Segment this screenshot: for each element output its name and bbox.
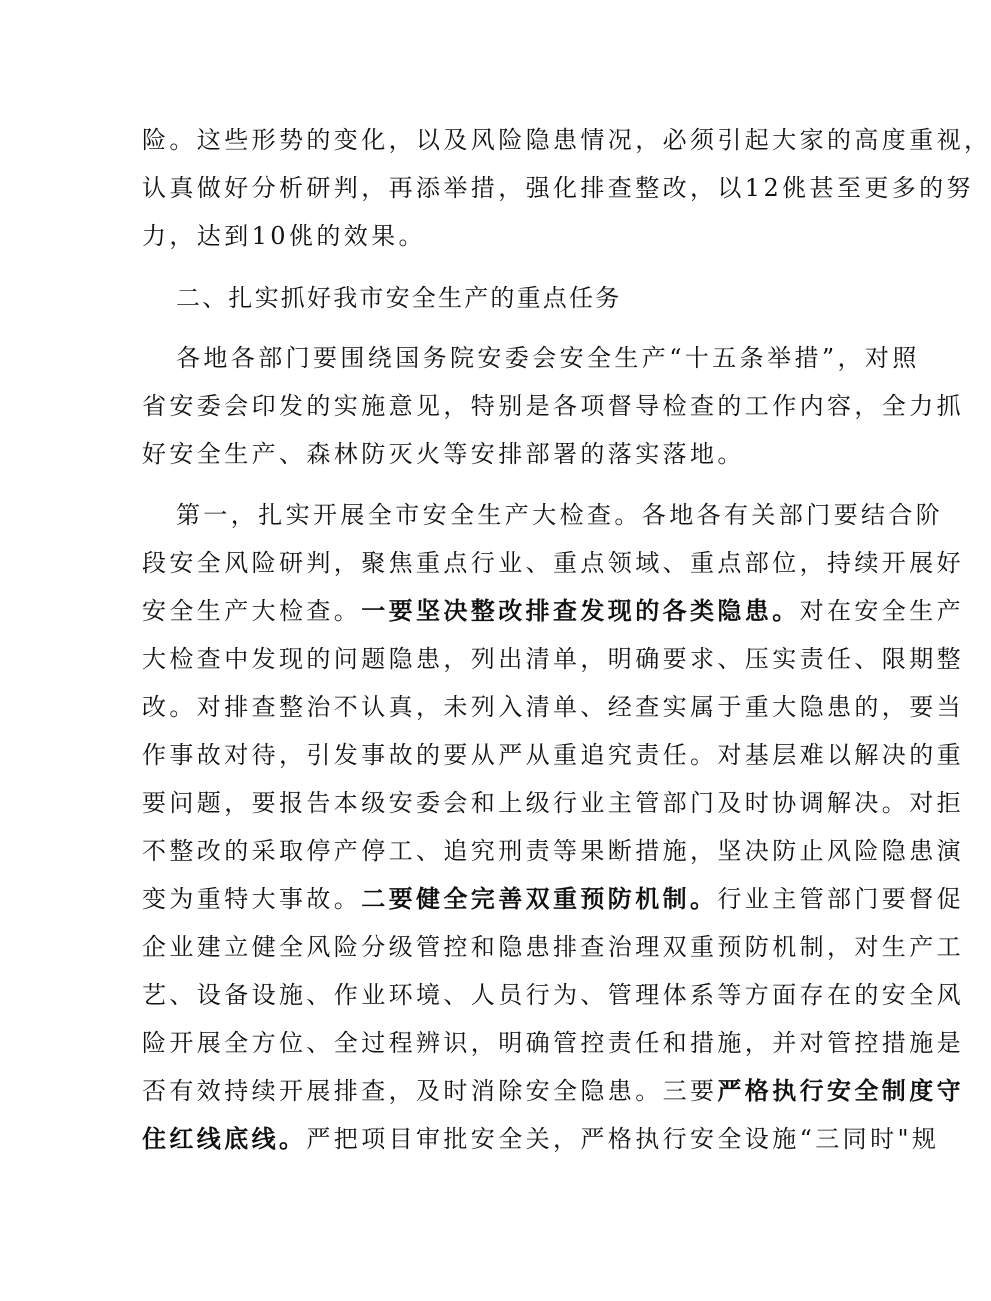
text-run: 否有效持续开展排查，及时消除安全隐患。三要	[142, 1077, 718, 1105]
heading-text: 二、扎实抓好我市安全生产的重点任务	[176, 284, 622, 312]
text-line	[142, 687, 964, 727]
text-line	[142, 1023, 964, 1063]
text-line	[142, 927, 964, 967]
text-run: 各地各部门要围绕国务院安委会安全生产“十五条举措”，对照	[176, 344, 920, 372]
text-line	[176, 495, 944, 535]
text-line	[142, 543, 964, 583]
text-line	[176, 338, 920, 378]
bold-text-run: 住红线底线。	[142, 1124, 307, 1153]
text-run: 大检查中发现的问题隐患，列出清单，明确要求、压实责任、限期整	[142, 645, 964, 673]
text-line	[142, 783, 964, 823]
text-line	[142, 434, 782, 474]
text-run: 段安全风险研判，聚焦重点行业、重点领域、重点部位，持续开展好	[142, 549, 964, 577]
text-line	[142, 639, 964, 679]
text-run: 作事故对待，引发事故的要从严从重追究责任。对基层难以解决的重	[142, 741, 964, 769]
text-line	[142, 735, 964, 775]
text-line	[142, 591, 965, 631]
text-line	[142, 120, 991, 160]
text-line	[142, 1119, 940, 1159]
bold-text-run: 一要坚决整改排查发现的各类隐患。	[361, 596, 800, 625]
text-run: 险开展全方位、全过程辨识，明确管控责任和措施，并对管控措施是	[142, 1029, 964, 1057]
text-run: 行业主管部门要督促	[717, 885, 965, 913]
text-run: 要问题，要报告本级安委会和上级行业主管部门及时协调解决。对拒	[142, 789, 964, 817]
text-run: 企业建立健全风险分级管控和隐患排查治理双重预防机制，对生产工	[142, 933, 964, 961]
text-run: 改。对排查整治不认真，未列入清单、经查实属于重大隐患的，要当	[142, 693, 964, 721]
text-line	[142, 168, 974, 208]
section-heading	[176, 278, 816, 318]
text-run: 险。这些形势的变化，以及风险隐患情况，必须引起大家的高度重视，	[142, 126, 991, 154]
text-run: 不整改的采取停产停工、追究刑责等果断措施，坚决防止风险隐患演	[142, 837, 964, 865]
text-run: 变为重特大事故。	[142, 885, 362, 913]
text-line	[142, 216, 782, 256]
bold-text-run: 严格执行安全制度守	[717, 1076, 965, 1105]
text-run: 艺、设备设施、作业环境、人员行为、管理体系等方面存在的安全风	[142, 981, 964, 1009]
text-line	[142, 879, 965, 919]
text-run: 对在安全生产	[799, 597, 965, 625]
text-run: 力，达到10佻的效果。	[142, 222, 426, 250]
text-line	[142, 1071, 965, 1111]
text-run: 省安委会印发的实施意见，特别是各项督导检查的工作内容，全力抓	[142, 392, 964, 420]
bold-text-run: 二要健全完善双重预防机制。	[361, 884, 718, 913]
text-line	[142, 386, 964, 426]
text-run: 第一，扎实开展全市安全生产大检查。各地各有关部门要结合阶	[176, 501, 944, 529]
text-run: 好安全生产、森林防灭火等安排部署的落实落地。	[142, 440, 745, 468]
text-run: 严把项目审批安全关，严格执行安全设施“三同时"规	[306, 1125, 940, 1153]
text-line	[142, 831, 964, 871]
text-run: 认真做好分析研判，再添举措，强化排查整改，以12佻甚至更多的努	[142, 174, 974, 202]
text-run: 安全生产大检查。	[142, 597, 362, 625]
text-line	[142, 975, 964, 1015]
